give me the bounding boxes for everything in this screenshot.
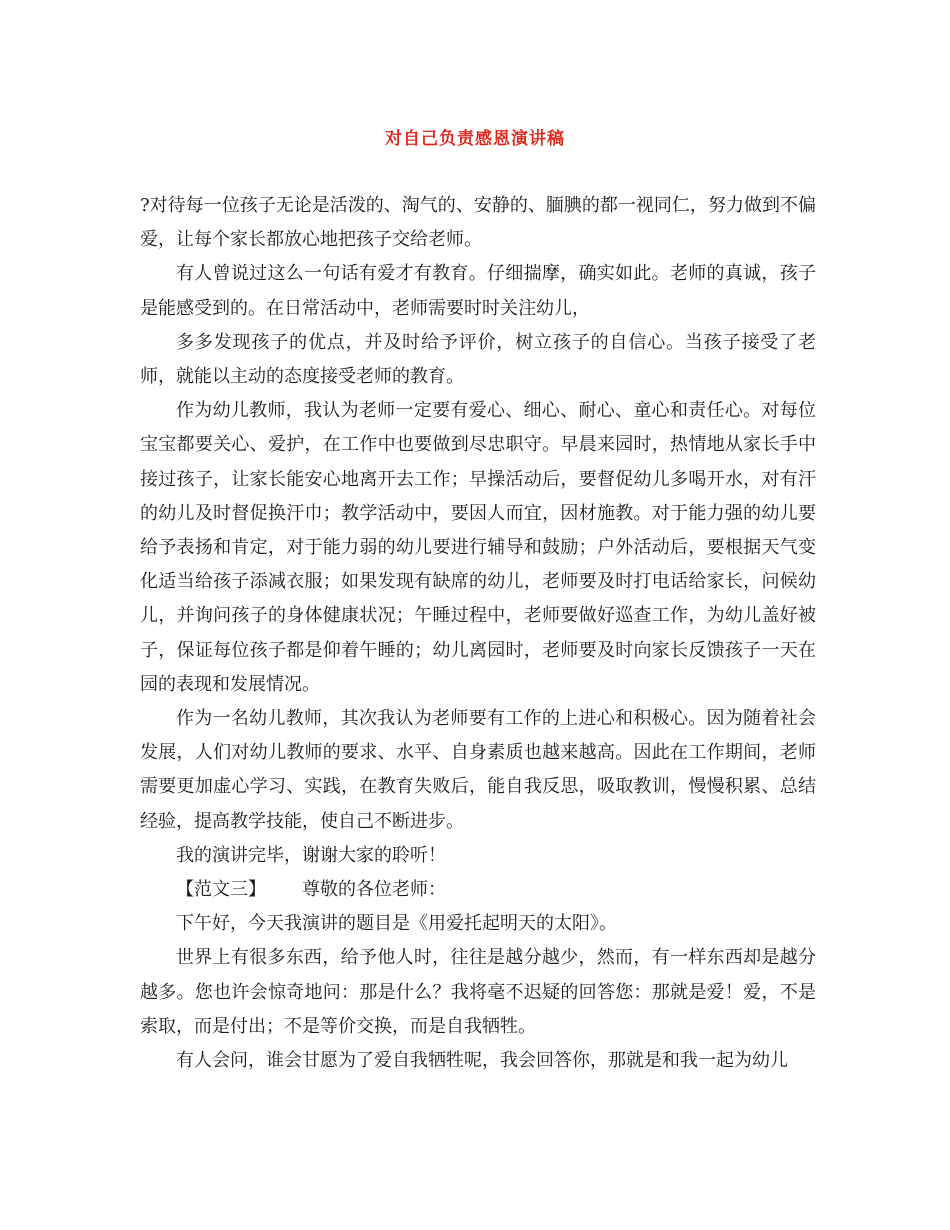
paragraph: 下午好，今天我演讲的题目是《用爱托起明天的太阳》。 [176, 913, 617, 935]
paragraph: 我的演讲完毕，谢谢大家的聆听！ [176, 844, 446, 866]
paragraph: 作为幼儿教师，我认为老师一定要有爱心、细心、耐心、童心和责任心。对每位宝宝都要关心、爱护，在工作中也要做到尽忠职守。早晨来园时，热情地从家长手中接过孩子，让家长能安心地离开去工作；早操活动后，要督促幼儿多喝开水，对有汗的幼儿及时督促换汗巾；教学活动中，要因人而宜，因材施教。对于能力强的幼儿要给予表扬和肯定，对于能力弱的幼儿要进行辅导和鼓励；户外活动后，要根据天气变化适当给孩子添减衣服；如果发现有缺席的幼儿，老师要及时打电话给家长，问候幼儿，并询问孩子的身体健康状况；午睡过程中，老师要做好巡查工作，为幼儿盖好被子，保证每位孩子都是仰着午睡的；幼儿离园时，老师要及时向家长反馈孩子一天在园的表现和发展情况。 [140, 400, 816, 695]
section-heading [140, 873, 816, 907]
document-title: 对自己负责感恩演讲稿 [385, 129, 565, 149]
paragraph: 有人会问，谁会甘愿为了爱自我牺牲呢，我会回答你，那就是和我一起为幼儿 [176, 1050, 788, 1072]
paragraph: 多多发现孩子的优点，并及时给予评价，树立孩子的自信心。当孩子接受了老师，就能以主动的态度接受老师的教育。 [140, 331, 816, 388]
section-label: 【范文三】 [176, 879, 266, 901]
paragraph: 有人曾说过这么一句话有爱才有教育。仔细揣摩，确实如此。老师的真诚，孩子是能感受到的。在日常活动中，老师需要时时关注幼儿， [140, 263, 816, 319]
section-greeting: 尊敬的各位老师： [302, 879, 446, 901]
document-body [140, 189, 816, 1078]
paragraph: ?对待每一位孩子无论是活泼的、淘气的、安静的、腼腆的都一视同仁，努力做到不偏爱，让每个家长都放心地把孩子交给老师。 [140, 195, 816, 251]
paragraph: 世界上有很多东西，给予他人时，往往是越分越少，然而，有一样东西却是越分越多。您也许会惊奇地问：那是什么？我将毫不迟疑的回答您：那就是爱！爱，不是索取，而是付出；不是等价交换，而是自我牺牲。 [140, 947, 816, 1037]
paragraph: 作为一名幼儿教师，其次我认为老师要有工作的上进心和积极心。因为随着社会发展，人们对幼儿教师的要求、水平、自身素质也越来越高。因此在工作期间，老师需要更加虚心学习、实践，在教育失败后，能自我反思，吸取教训，慢慢积累、总结经验，提高教学技能，使自己不断进步。 [140, 708, 816, 832]
